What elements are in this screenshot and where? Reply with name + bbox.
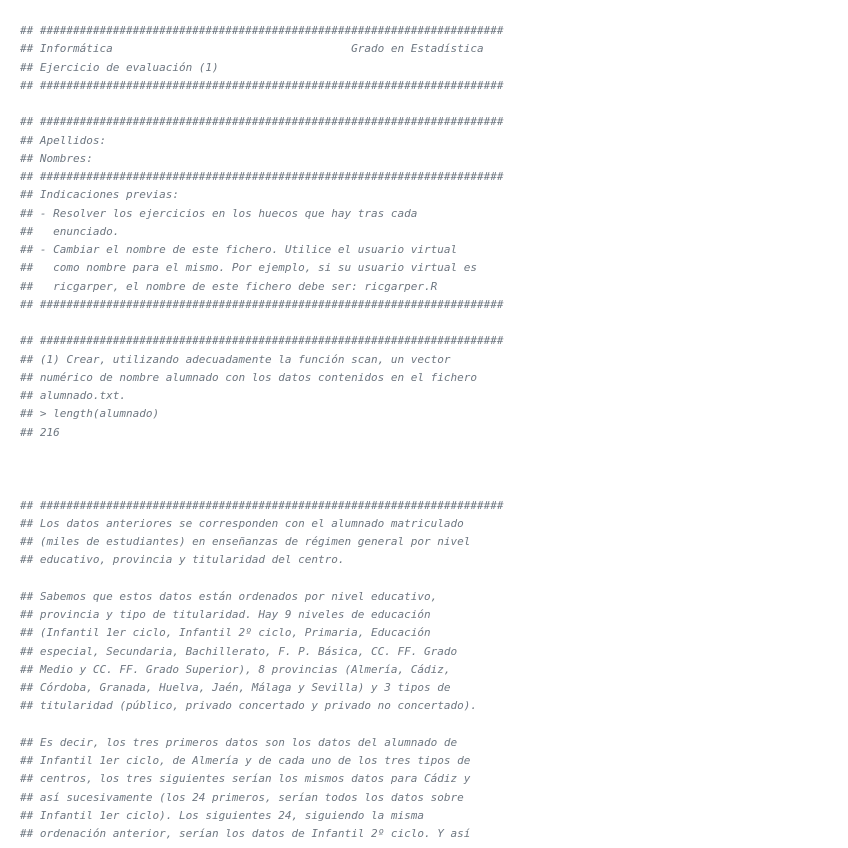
code-line[interactable]: ## enunciado. xyxy=(20,224,120,238)
code-line[interactable]: ## Los datos anteriores se corresponden con el alumnado matriculado xyxy=(20,516,464,530)
code-line[interactable]: ## Medio y CC. FF. Grado Superior), 8 provincias (Almería, Cádiz, xyxy=(20,662,451,676)
code-line[interactable]: ## > length(alumnado) xyxy=(20,407,160,421)
code-line[interactable]: ## Nombres: xyxy=(20,151,93,165)
code-line[interactable]: ## educativo, provincia y titularidad del centro. xyxy=(20,553,345,567)
code-line[interactable]: ## (1) Crear, utilizando adecuadamente la función scan, un vector xyxy=(20,352,451,366)
code-line[interactable]: ## Córdoba, Granada, Huelva, Jaén, Málaga y Sevilla) y 3 tipos de xyxy=(20,681,451,694)
code-line[interactable] xyxy=(20,478,503,496)
code-line[interactable]: ## - Cambiar el nombre de este fichero. Utilice el usuario virtual xyxy=(20,243,458,256)
code-line[interactable]: ## ###################################################################### xyxy=(20,334,504,348)
code-line[interactable]: ## así sucesivamente (los 24 primeros, serían todos los datos sobre xyxy=(20,790,464,804)
code-line[interactable]: ## (Infantil 1er ciclo, Infantil 2º ciclo, Primaria, Educación xyxy=(20,626,431,640)
code-editor[interactable] xyxy=(20,22,503,843)
code-line[interactable]: ## (miles de estudiantes) en enseñanzas de régimen general por nivel xyxy=(20,535,471,548)
code-line[interactable] xyxy=(20,716,503,734)
code-line[interactable]: ## provincia y tipo de titularidad. Hay 9 niveles de educación xyxy=(20,608,431,621)
code-line[interactable]: ## ###################################################################### xyxy=(20,24,504,37)
code-line[interactable]: ## - Resolver los ejercicios en los huecos que hay tras cada xyxy=(20,206,418,220)
code-line[interactable]: ## ###################################################################### xyxy=(20,498,504,512)
code-line[interactable] xyxy=(20,570,503,588)
code-line[interactable]: ## Indicaciones previas: xyxy=(20,188,179,202)
code-line[interactable] xyxy=(20,95,503,113)
code-line[interactable]: ## centros, los tres siguientes serían los mismos datos para Cádiz y xyxy=(20,772,471,786)
code-line[interactable]: ## 216 xyxy=(20,425,60,439)
code-line[interactable]: ## Ejercicio de evaluación (1) xyxy=(20,60,219,74)
code-line[interactable]: ## Infantil 1er ciclo). Los siguientes 24, siguiendo la misma xyxy=(20,808,424,822)
code-line[interactable]: ## especial, Secundaria, Bachillerato, F. P. Básica, CC. FF. Grado xyxy=(20,644,458,658)
code-line[interactable]: ## ricgarper, el nombre de este fichero debe ser: ricgarper.R xyxy=(20,279,438,293)
code-line[interactable]: ## ###################################################################### xyxy=(20,78,504,92)
code-line[interactable]: ## ###################################################################### xyxy=(20,297,504,311)
code-line[interactable]: ## ###################################################################### xyxy=(20,170,504,183)
code-line[interactable]: ## Sabemos que estos datos están ordenados por nivel educativo, xyxy=(20,589,438,603)
code-line[interactable]: ## titularidad (público, privado concertado y privado no concertado). xyxy=(20,699,477,713)
code-line[interactable]: ## Informática Grado en Estadística xyxy=(20,42,484,56)
code-line[interactable]: ## numérico de nombre alumnado con los datos contenidos en el fichero xyxy=(20,370,477,384)
code-line[interactable] xyxy=(20,314,503,332)
code-line[interactable]: ## Apellidos: xyxy=(20,133,107,147)
code-line[interactable]: ## alumnado.txt. xyxy=(20,389,126,402)
code-line[interactable]: ## Es decir, los tres primeros datos son los datos del alumnado de xyxy=(20,735,458,749)
code-line[interactable] xyxy=(20,460,503,478)
code-line[interactable]: ## Infantil 1er ciclo, de Almería y de cada uno de los tres tipos de xyxy=(20,754,471,767)
code-line[interactable]: ## ###################################################################### xyxy=(20,115,504,129)
code-line[interactable]: ## ordenación anterior, serían los datos de Infantil 2º ciclo. Y así xyxy=(20,827,471,840)
code-line[interactable] xyxy=(20,442,503,460)
code-line[interactable]: ## como nombre para el mismo. Por ejemplo, si su usuario virtual es xyxy=(20,261,477,275)
